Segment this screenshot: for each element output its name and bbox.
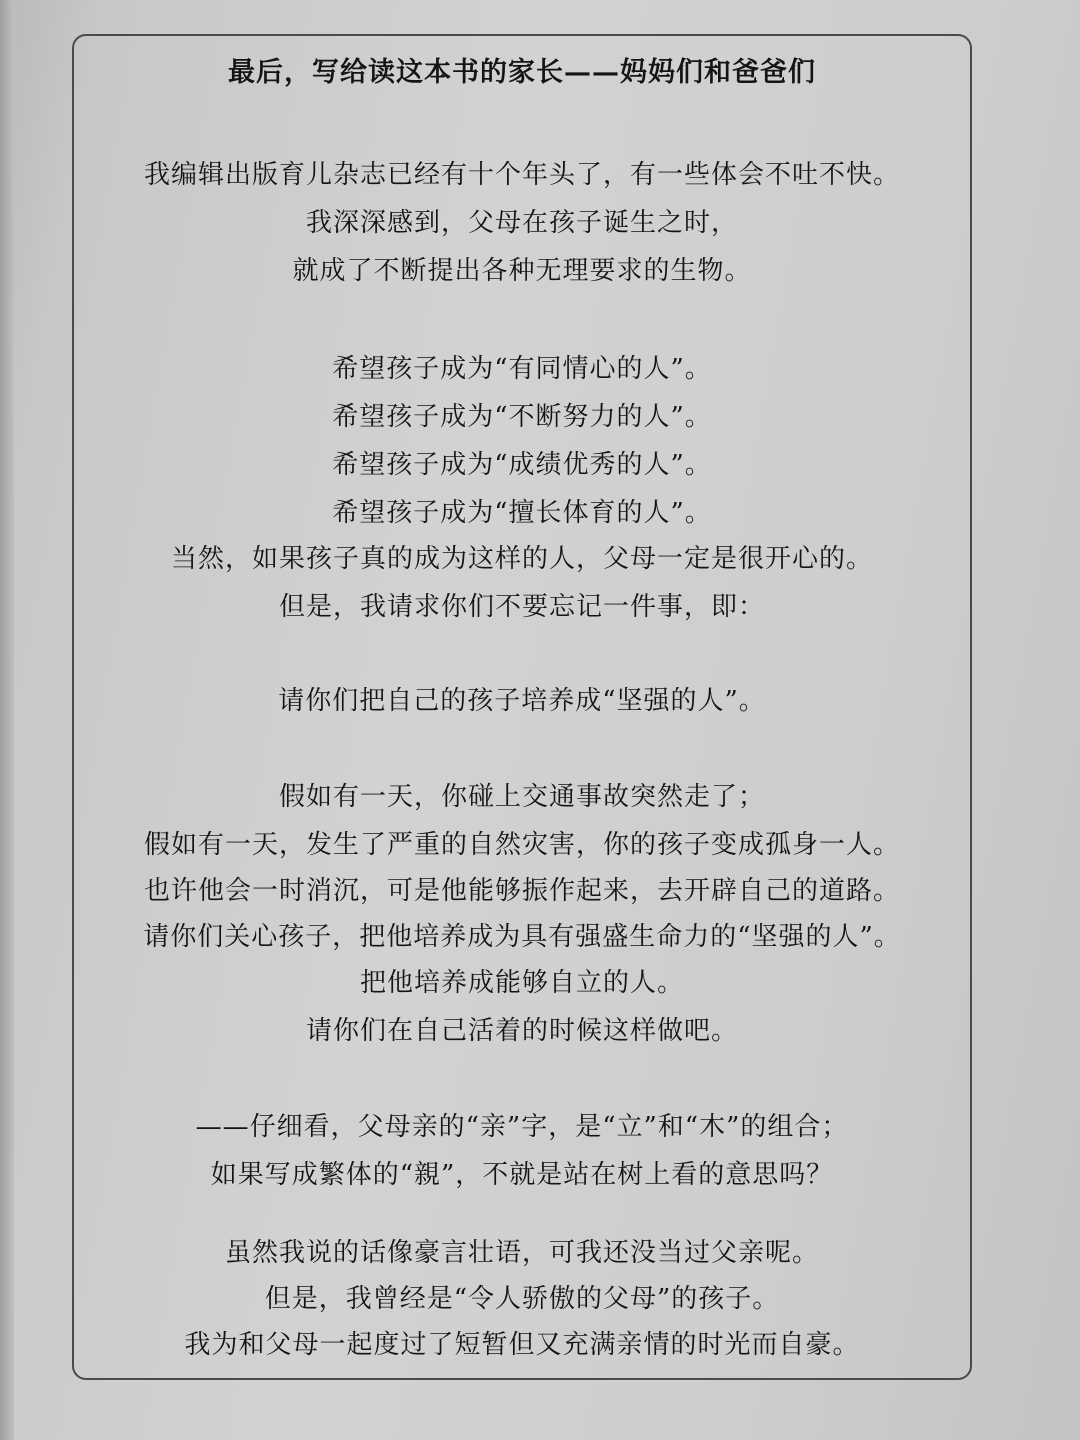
hope-line-4: 希望孩子成为“擅长体育的人”。: [332, 498, 712, 528]
character-line-1: ——仔细看，父母亲的“亲”字，是“立”和“木”的组合；: [195, 1112, 849, 1142]
request-line: 请你们把自己的孩子培养成“坚强的人”。: [278, 686, 766, 716]
page-frame: [72, 34, 972, 1380]
hope-line-6: 但是，我请求你们不要忘记一件事，即：: [278, 592, 765, 622]
page-edge: [0, 0, 14, 1440]
intro-line-1: 我编辑出版育儿杂志已经有十个年头了，有一些体会不吐不快。: [143, 160, 900, 190]
hope-line-2: 希望孩子成为“不断努力的人”。: [332, 402, 712, 432]
suppose-line-3: 也许他会一时消沉，可是他能够振作起来，去开辟自己的道路。: [143, 876, 900, 906]
closing-line-3: 我为和父母一起度过了短暂但又充满亲情的时光而自豪。: [184, 1330, 860, 1360]
hope-line-5: 当然，如果孩子真的成为这样的人，父母一定是很开心的。: [170, 544, 873, 574]
closing-line-2: 但是，我曾经是“令人骄傲的父母”的孩子。: [264, 1284, 780, 1314]
suppose-line-6: 请你们在自己活着的时候这样做吧。: [305, 1016, 738, 1046]
closing-line-1: 虽然我说的话像豪言壮语，可我还没当过父亲呢。: [224, 1238, 819, 1268]
suppose-line-5: 把他培养成能够自立的人。: [359, 968, 684, 998]
intro-line-2: 我深深感到，父母在孩子诞生之时，: [305, 208, 738, 238]
suppose-line-4: 请你们关心孩子，把他培养成为具有强盛生命力的“坚强的人”。: [143, 922, 901, 952]
suppose-line-2: 假如有一天，发生了严重的自然灾害，你的孩子变成孤身一人。: [143, 830, 900, 860]
hope-line-3: 希望孩子成为“成绩优秀的人”。: [332, 450, 712, 480]
suppose-line-1: 假如有一天，你碰上交通事故突然走了；: [278, 782, 765, 812]
character-line-2: 如果写成繁体的“親”，不就是站在树上看的意思吗？: [210, 1160, 834, 1190]
hope-line-1: 希望孩子成为“有同情心的人”。: [332, 354, 712, 384]
page-title: 最后，写给读这本书的家长——妈妈们和爸爸们: [228, 57, 816, 88]
intro-line-3: 就成了不断提出各种无理要求的生物。: [292, 256, 752, 286]
